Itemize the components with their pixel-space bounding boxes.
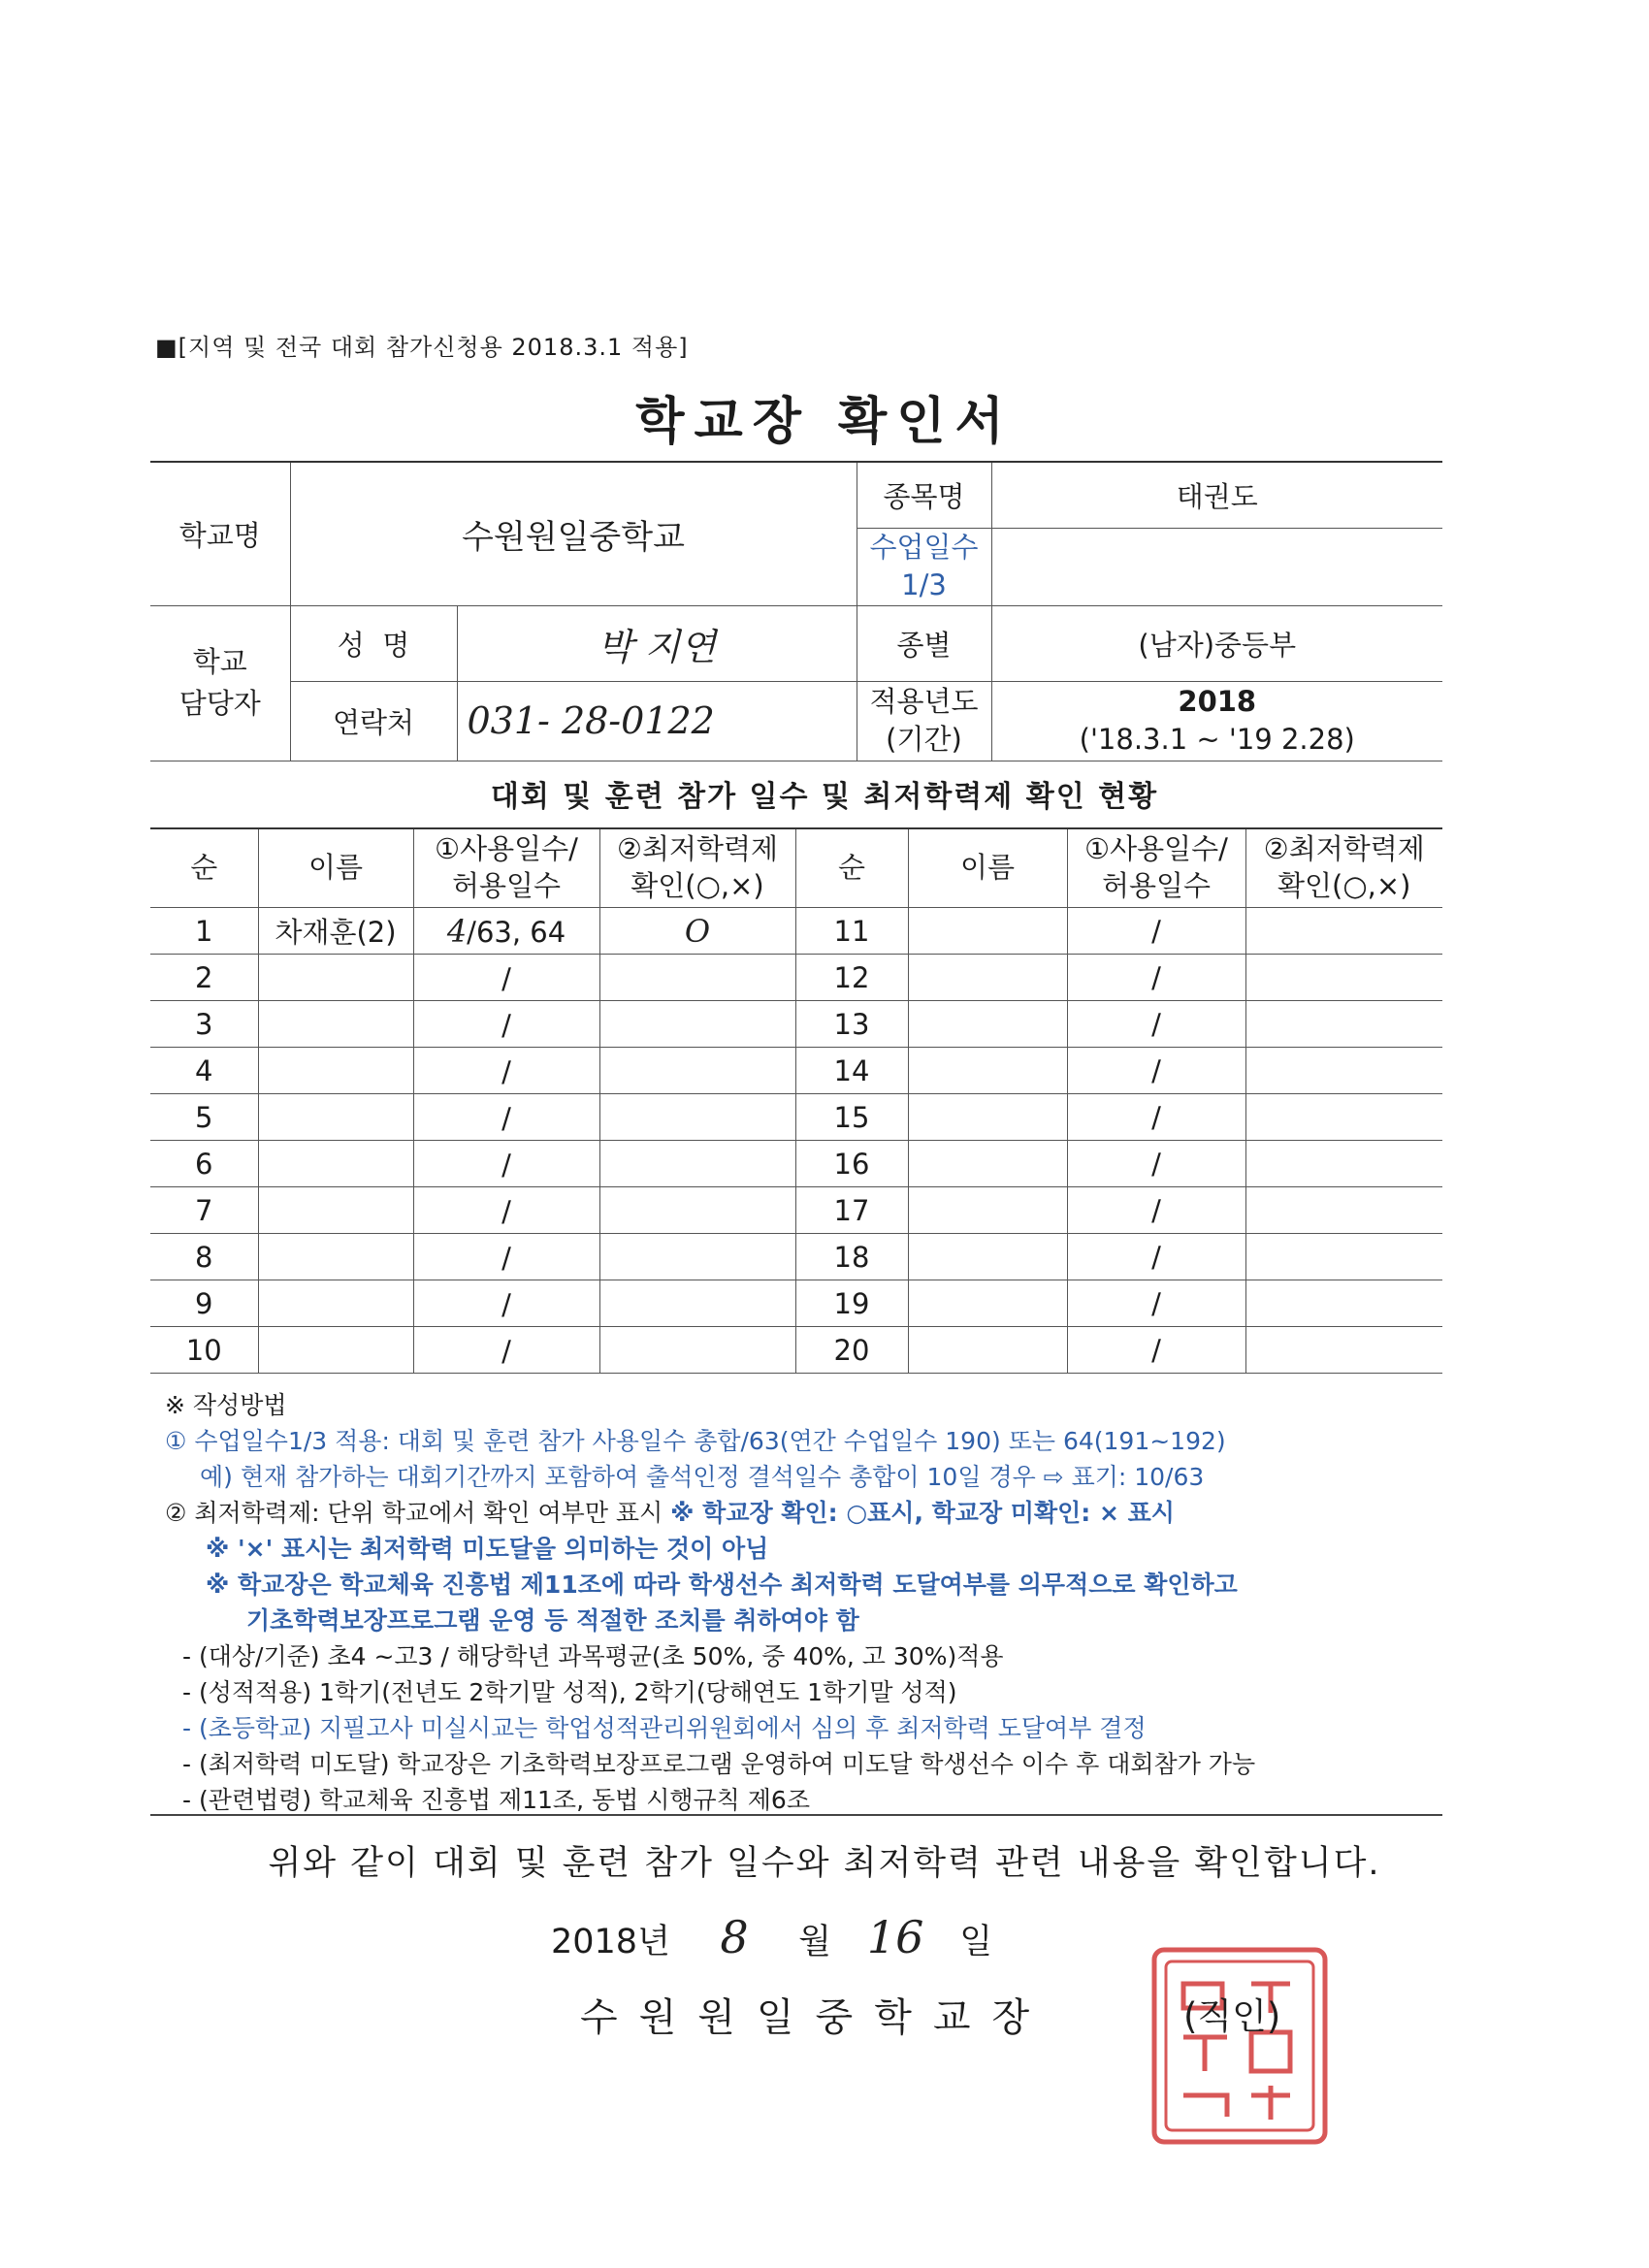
row-seq-right: 16 xyxy=(795,1141,908,1187)
school-info-table xyxy=(150,461,1442,761)
row-name-left: 차재훈(2) xyxy=(258,908,413,955)
phone-label: 연락처 xyxy=(290,681,457,761)
row-days-allowed: / xyxy=(501,1334,511,1368)
date-day-unit: 일 xyxy=(959,1923,993,1961)
row-days-right: / xyxy=(1067,1094,1245,1141)
table-row xyxy=(150,1048,1442,1094)
table-row xyxy=(150,1234,1442,1280)
contact-person-label-line1: 학교 xyxy=(192,644,247,678)
contact-person-label-line2: 담당자 xyxy=(178,687,261,720)
row-name-left xyxy=(258,1001,413,1048)
row-name-left xyxy=(258,1327,413,1374)
apply-year-label-line1: 적용년도 xyxy=(869,684,979,718)
row-seq-left: 1 xyxy=(150,908,258,955)
row-seq-left: 9 xyxy=(150,1280,258,1327)
class-days-label-line1: 수업일수 xyxy=(869,530,979,564)
row-days-right: / xyxy=(1067,1048,1245,1094)
row-days-right: / xyxy=(1067,955,1245,1001)
row-min-left xyxy=(599,1280,795,1327)
instructions-heading: ※ 작성방법 xyxy=(165,1391,287,1419)
row-min-right xyxy=(1245,1327,1442,1374)
table-row xyxy=(150,1094,1442,1141)
col-name-left: 이름 xyxy=(258,828,413,908)
row-days-allowed: / xyxy=(501,1287,511,1321)
col-min-right-line1: ②최저학력제 xyxy=(1263,832,1425,866)
row-days-allowed: / xyxy=(501,1148,511,1182)
note-2 xyxy=(165,1495,1455,1531)
row-days-right: / xyxy=(1067,1234,1245,1280)
row-days-left xyxy=(413,955,599,1001)
note-3: ※ '×' 표시는 최저학력 미도달을 의미하는 것이 아님 xyxy=(206,1535,769,1563)
apply-year-value xyxy=(991,681,1442,761)
note-1-line2: 예) 현재 참가하는 대회기간까지 포함하여 출석인정 결석일수 총합이 10일 경우 ⇨ 표기: 10/63 xyxy=(200,1463,1205,1491)
row-days-allowed: / xyxy=(501,961,511,995)
row-days-right: / xyxy=(1067,1280,1245,1327)
signature-date xyxy=(551,1911,992,1963)
row-min-right xyxy=(1245,1001,1442,1048)
row-name-left xyxy=(258,955,413,1001)
row-seq-left: 5 xyxy=(150,1094,258,1141)
table-row xyxy=(150,1141,1442,1187)
row-name-left xyxy=(258,1234,413,1280)
detail-5: - (관련법령) 학교체육 진흥법 제11조, 동법 시행규칙 제6조 xyxy=(182,1786,810,1814)
row-days-allowed: / xyxy=(501,1008,511,1042)
row-min-left xyxy=(599,955,795,1001)
row-name-right xyxy=(908,1048,1067,1094)
col-days-left-line1: ①사용일수/ xyxy=(435,832,578,866)
apply-year-label-line2: (기간) xyxy=(886,723,962,756)
row-name-left xyxy=(258,1280,413,1327)
detail-2: - (성적적용) 1학기(전년도 2학기말 성적), 2학기(당해연도 1학기말 성적) xyxy=(182,1678,957,1706)
row-days-left xyxy=(413,1048,599,1094)
row-seq-left: 6 xyxy=(150,1141,258,1187)
detail-1: - (대상/기준) 초4 ~고3 / 해당학년 과목평균(초 50%, 중 40%, 고 30%)적용 xyxy=(182,1642,1004,1670)
row-name-left xyxy=(258,1187,413,1234)
divider-line xyxy=(150,1814,1442,1816)
row-seq-right: 19 xyxy=(795,1280,908,1327)
date-month: 8 xyxy=(720,1911,749,1963)
row-days-left xyxy=(413,1280,599,1327)
row-min-left xyxy=(599,1048,795,1094)
apply-year: 2018 xyxy=(1178,684,1257,718)
row-name-right xyxy=(908,1141,1067,1187)
col-days-right-line2: 허용일수 xyxy=(1101,869,1212,902)
col-min-right xyxy=(1245,828,1442,908)
col-days-right-line1: ①사용일수/ xyxy=(1084,832,1228,866)
row-days-left xyxy=(413,1094,599,1141)
class-days-label xyxy=(857,528,991,605)
row-days-allowed: / xyxy=(501,1101,511,1135)
row-days-allowed: / xyxy=(501,1241,511,1275)
apply-year-label xyxy=(857,681,991,761)
row-days-right: / xyxy=(1067,908,1245,955)
row-min-right xyxy=(1245,1048,1442,1094)
row-name-right xyxy=(908,1327,1067,1374)
table-row xyxy=(150,908,1442,955)
row-days-left xyxy=(413,1141,599,1187)
row-days-right: / xyxy=(1067,1141,1245,1187)
row-min-left xyxy=(599,1094,795,1141)
row-name-right xyxy=(908,955,1067,1001)
note-2-text: ② 최저학력제: 단위 학교에서 확인 여부만 표시 xyxy=(165,1499,663,1527)
name-value: 박 지연 xyxy=(457,605,857,681)
row-min-left xyxy=(599,1187,795,1234)
row-days-allowed: / xyxy=(501,1194,511,1228)
row-name-right xyxy=(908,1094,1067,1141)
category-value: (남자)중등부 xyxy=(991,605,1442,681)
form-header-note: ■[지역 및 전국 대회 참가신청용 2018.3.1 적용] xyxy=(155,334,689,361)
name-label: 성 명 xyxy=(290,605,457,681)
document-title: 학교장 확인서 xyxy=(635,393,1014,451)
participation-table xyxy=(150,827,1442,1374)
date-month-unit: 월 xyxy=(798,1923,831,1961)
seal-label: (직인) xyxy=(1183,1995,1281,2037)
row-seq-left: 4 xyxy=(150,1048,258,1094)
row-min-right xyxy=(1245,908,1442,955)
row-seq-right: 18 xyxy=(795,1234,908,1280)
category-label: 종별 xyxy=(857,605,991,681)
apply-period: ('18.3.1 ~ '19 2.28) xyxy=(1079,723,1355,756)
row-days-left xyxy=(413,1001,599,1048)
event-label: 종목명 xyxy=(857,462,991,528)
col-seq-left: 순 xyxy=(150,828,258,908)
col-min-left xyxy=(599,828,795,908)
instructions xyxy=(165,1387,1455,1818)
official-seal-stamp xyxy=(1145,1940,1335,2152)
detail-3: - (초등학교) 지필고사 미실시교는 학업성적관리위원회에서 심의 후 최저학력 도달여부 결정 xyxy=(182,1714,1147,1742)
row-seq-left: 3 xyxy=(150,1001,258,1048)
contact-person-label xyxy=(150,605,290,761)
row-days-allowed: / xyxy=(501,1054,511,1088)
row-days-right: / xyxy=(1067,1187,1245,1234)
row-seq-right: 12 xyxy=(795,955,908,1001)
row-days-left xyxy=(413,1234,599,1280)
row-days-left xyxy=(413,908,599,955)
row-name-left xyxy=(258,1094,413,1141)
school-name-value: 수원원일중학교 xyxy=(290,462,857,605)
row-seq-right: 14 xyxy=(795,1048,908,1094)
date-year: 2018년 xyxy=(551,1923,670,1961)
note-4-line2: 기초학력보장프로그램 운영 등 적절한 조치를 취하여야 함 xyxy=(246,1606,859,1635)
class-days-value xyxy=(991,528,1442,605)
row-min-left xyxy=(599,1327,795,1374)
col-seq-right: 순 xyxy=(795,828,908,908)
col-min-left-line1: ②최저학력제 xyxy=(616,832,779,866)
row-seq-right: 15 xyxy=(795,1094,908,1141)
row-min-right xyxy=(1245,1141,1442,1187)
col-min-right-line2: 확인(○,×) xyxy=(1277,869,1411,902)
table-row xyxy=(150,1327,1442,1374)
confirmation-statement: 위와 같이 대회 및 훈련 참가 일수와 최저학력 관련 내용을 확인합니다. xyxy=(268,1844,1381,1883)
table-row xyxy=(150,1280,1442,1327)
row-min-left xyxy=(599,1234,795,1280)
row-seq-left: 10 xyxy=(150,1327,258,1374)
detail-4: - (최저학력 미도달) 학교장은 기초학력보장프로그램 운영하여 미도달 학생선수 이수 후 대회참가 가능 xyxy=(182,1750,1256,1778)
row-seq-left: 7 xyxy=(150,1187,258,1234)
school-name-label: 학교명 xyxy=(150,462,290,605)
row-name-left xyxy=(258,1141,413,1187)
row-min-right xyxy=(1245,1187,1442,1234)
class-days-label-line2: 1/3 xyxy=(901,568,947,601)
row-seq-right: 17 xyxy=(795,1187,908,1234)
date-day: 16 xyxy=(866,1911,924,1963)
row-days-left xyxy=(413,1327,599,1374)
row-seq-right: 20 xyxy=(795,1327,908,1374)
row-min-right xyxy=(1245,1094,1442,1141)
row-min-right xyxy=(1245,955,1442,1001)
col-name-right: 이름 xyxy=(908,828,1067,908)
row-min-left xyxy=(599,1141,795,1187)
row-name-right xyxy=(908,1234,1067,1280)
row-name-left xyxy=(258,1048,413,1094)
row-days-allowed: /63, 64 xyxy=(467,915,566,949)
col-days-left-line2: 허용일수 xyxy=(451,869,562,902)
row-min-left xyxy=(599,1001,795,1048)
row-days-used: 4 xyxy=(446,912,468,950)
row-days-left xyxy=(413,1187,599,1234)
col-min-left-line2: 확인(○,×) xyxy=(630,869,764,902)
row-days-right: / xyxy=(1067,1001,1245,1048)
row-min-right xyxy=(1245,1234,1442,1280)
row-seq-left: 2 xyxy=(150,955,258,1001)
row-min-left: O xyxy=(599,908,795,955)
row-name-right xyxy=(908,1280,1067,1327)
row-name-right xyxy=(908,1187,1067,1234)
row-min-right xyxy=(1245,1280,1442,1327)
section-title: 대회 및 훈련 참가 일수 및 최저학력제 확인 현황 xyxy=(490,780,1159,814)
row-seq-left: 8 xyxy=(150,1234,258,1280)
col-days-right xyxy=(1067,828,1245,908)
row-seq-right: 11 xyxy=(795,908,908,955)
row-days-right: / xyxy=(1067,1327,1245,1374)
note-2-mark: ※ 학교장 확인: ○표시, 학교장 미확인: × 표시 xyxy=(670,1499,1175,1527)
row-name-right xyxy=(908,908,1067,955)
phone-value: 031- 28-0122 xyxy=(457,681,857,761)
table-row xyxy=(150,955,1442,1001)
principal-title: 수원원일중학교장 xyxy=(580,1995,1051,2040)
row-seq-right: 13 xyxy=(795,1001,908,1048)
event-value: 태권도 xyxy=(991,462,1442,528)
row-name-right xyxy=(908,1001,1067,1048)
note-4-line1: ※ 학교장은 학교체육 진흥법 제11조에 따라 학생선수 최저학력 도달여부를 의무적으로 확인하고 xyxy=(206,1571,1238,1599)
table-row xyxy=(150,1187,1442,1234)
note-1-line1: ① 수업일수1/3 적용: 대회 및 훈련 참가 사용일수 총합/63(연간 수업일수 190) 또는 64(191~192) xyxy=(165,1427,1226,1455)
col-days-left xyxy=(413,828,599,908)
table-row xyxy=(150,1001,1442,1048)
